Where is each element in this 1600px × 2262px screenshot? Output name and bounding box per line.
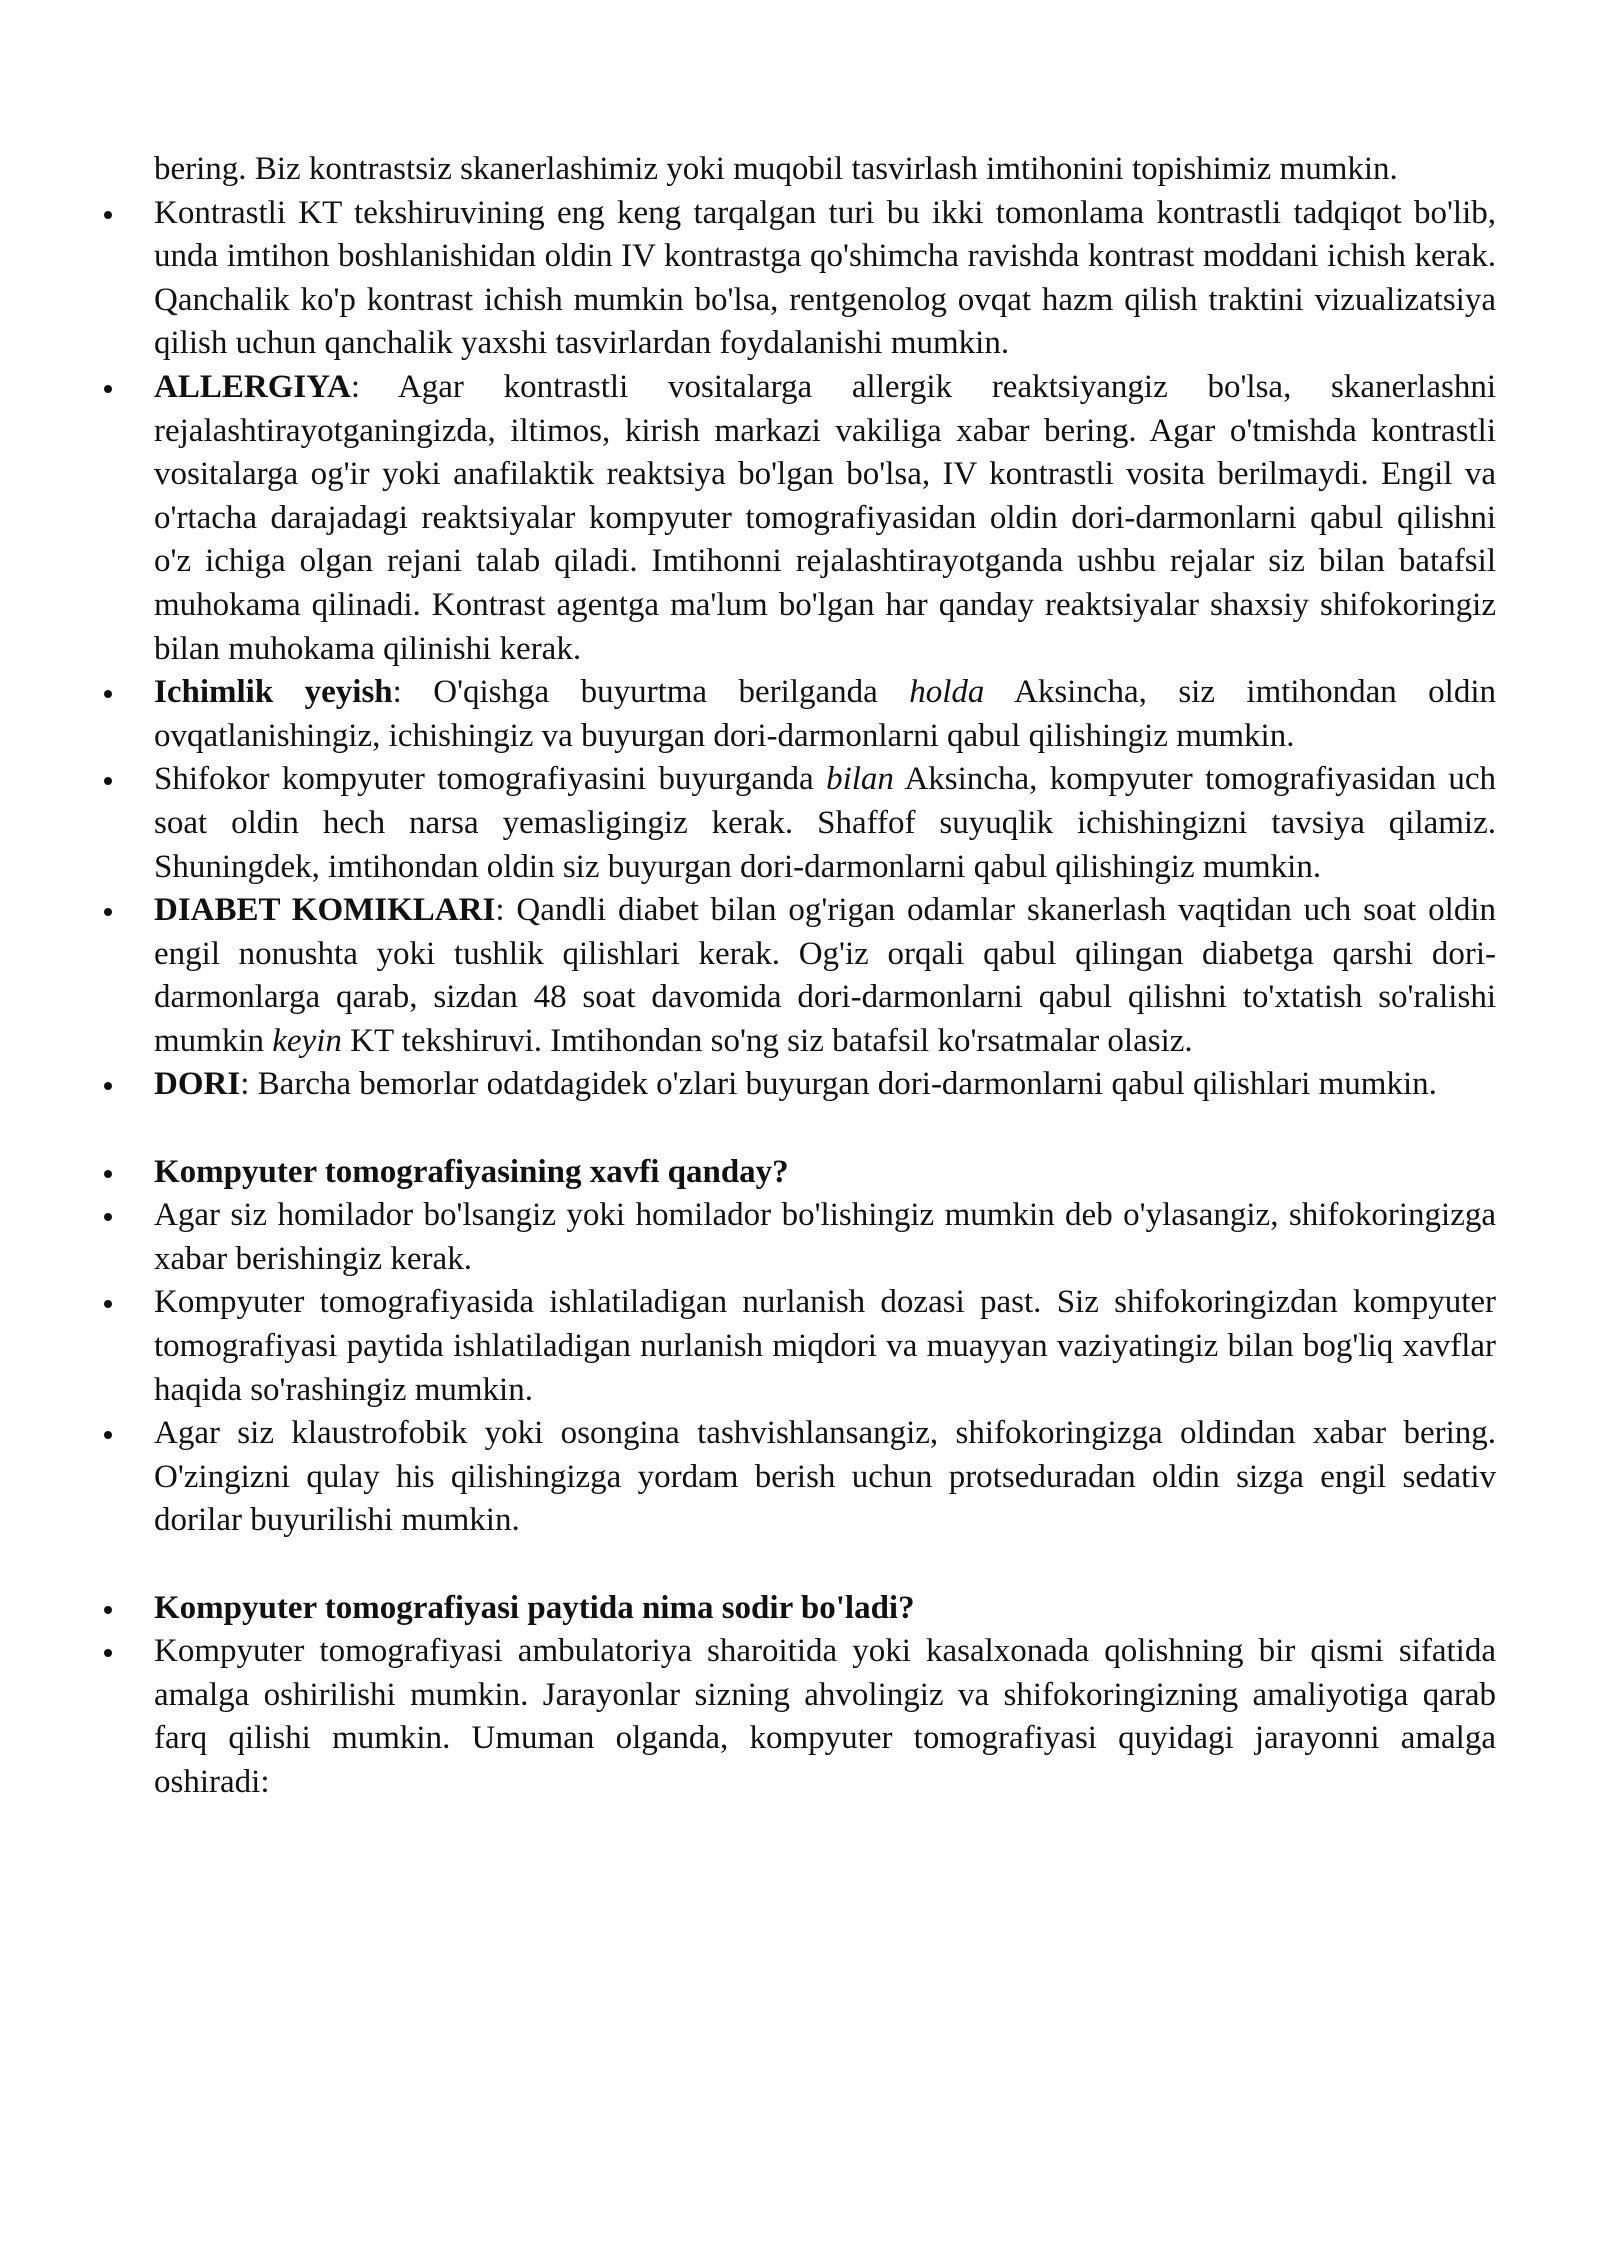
intro-paragraph: bering. Biz kontrastsiz skanerlashimiz yoki muqobil tasvirlash imtihonini topishimiz mumkin. xyxy=(154,151,1398,187)
list-item-diabetes xyxy=(154,889,1496,1063)
spacer xyxy=(154,1107,1496,1151)
section-heading-risks xyxy=(154,1151,1496,1195)
bullet-icon xyxy=(104,777,112,785)
eating-italic: holda xyxy=(909,674,985,711)
eating-text: : O'qishga buyurtma berilganda xyxy=(392,674,910,711)
bullet-icon xyxy=(104,1649,112,1657)
bullet-icon xyxy=(104,1606,112,1614)
medicine-label: DORI xyxy=(154,1066,241,1103)
diabetes-text: : Qandli diabet bilan og'rigan odamlar skanerlash vaqtidan uch soat oldin engil nonushta yoki tushlik qilishlari kerak. Og'iz orqali qabul qilingan diabetga qarshi dori-darmonlarga qarab, sizdan 48 soat davomida dori-darmonlarni qabul qilishni to'xtatish so'ralishi mumkin xyxy=(154,892,1497,1059)
bullet-icon xyxy=(104,690,112,698)
section-heading-during xyxy=(154,1587,1496,1631)
eating-label: Ichimlik yeyish xyxy=(154,674,393,711)
doctor-text: Shifokor kompyuter tomografiyasini buyurganda xyxy=(154,761,827,798)
doctor-text-end: Aksincha, kompyuter tomografiyasidan uch soat oldin hech narsa yemasligingiz kerak. Shaffof suyuqlik ichishingizni tavsiya qilamiz. Shuningdek, imtihondan oldin siz buyurgan dori-darmonlarni qabul qilishingiz mumkin. xyxy=(154,761,1496,885)
bullet-icon xyxy=(104,1082,112,1090)
bullet-icon xyxy=(104,1431,112,1439)
claustrophobia-text: Agar siz klaustrofobik yoki osongina tashvishlansangiz, shifokoringizga oldindan xabar bering. O'zingizni qulay his qilishingizga yordam berish uchun protseduradan oldin sizga engil sedativ dorilar buyurilishi mumkin. xyxy=(154,1415,1496,1539)
bullet-icon xyxy=(104,1213,112,1221)
allergy-text: : Agar kontrastli vositalarga allergik reaktsiyangiz bo'lsa, skanerlashni rejalashtirayotganingizda, iltimos, kirish markazi vakiliga xabar bering. Agar o'tmishda kontrastli vositalarga og'ir yoki anafilaktik reaktsiya bo'lgan bo'lsa, IV kontrastli vosita berilmaydi. Engil va o'rtacha darajadagi reaktsiyalar kompyuter tomografiyasidan oldin dori-darmonlarni qabul qilishni o'z ichiga olgan rejani talab qiladi. Imtihonni rejalashtirayotganda ushbu rejalar siz bilan batafsil muhokama qilinadi. Kontrast agentga ma'lum bo'lgan har qanday reaktsiyalar shaxsiy shifokoringiz bilan muhokama qilinishi kerak. xyxy=(154,368,1496,667)
medicine-text: : Barcha bemorlar odatdagidek o'zlari buyurgan dori-darmonlarni qabul qilishlari mumkin. xyxy=(240,1066,1437,1103)
bullet-icon xyxy=(104,908,112,916)
bullet-icon xyxy=(104,211,112,219)
eating-text-end: Aksincha, siz imtihondan oldin ovqatlanishingiz, ichishingiz va buyurgan dori-darmonlarni qabul qilishingiz mumkin. xyxy=(154,674,1497,754)
list-item-procedure xyxy=(154,1630,1496,1804)
contrast-text: Kontrastli KT tekshiruvining eng keng tarqalgan turi bu ikki tomonlama kontrastli tadqiqot bo'lib, unda imtihon boshlanishidan oldin IV kontrastga qo'shimcha ravishda kontrast moddani ichish kerak. Qanchalik ko'p kontrast ichish mumkin bo'lsa, rentgenolog ovqat hazm qilish traktini vizualizatsiya qilish uchun qanchalik yaxshi tasvirlardan foydalanishi mumkin. xyxy=(154,194,1496,362)
doctor-italic: bilan xyxy=(826,761,894,798)
list-item-medicine xyxy=(154,1063,1496,1107)
pregnancy-text: Agar siz homilador bo'lsangiz yoki homilador bo'lishingiz mumkin deb o'ylasangiz, shifokoringizga xabar berishingiz kerak. xyxy=(154,1197,1496,1277)
document-page xyxy=(154,148,1496,1805)
radiation-text: Kompyuter tomografiyasida ishlatiladigan nurlanish dozasi past. Siz shifokoringizdan kompyuter tomografiyasi paytida ishlatiladigan nurlanish miqdori va muayyan vaziyatingiz bilan bog'liq xavflar haqida so'rashingiz mumkin. xyxy=(154,1284,1496,1408)
list-item-claustrophobia xyxy=(154,1412,1496,1543)
diabetes-text-end: KT tekshiruvi. Imtihondan so'ng siz batafsil ko'rsatmalar olasiz. xyxy=(341,1022,1193,1059)
list-item-doctor xyxy=(154,758,1496,889)
during-heading: Kompyuter tomografiyasi paytida nima sodir bo'ladi? xyxy=(154,1589,915,1626)
bullet-icon xyxy=(104,385,112,393)
list-item-contrast xyxy=(154,192,1496,366)
diabetes-italic: keyin xyxy=(272,1022,342,1059)
list-item-pregnancy xyxy=(154,1194,1496,1281)
allergy-label: ALLERGIYA xyxy=(154,368,351,405)
procedure-text: Kompyuter tomografiyasi ambulatoriya sharoitida yoki kasalxonada qolishning bir qismi sifatida amalga oshirilishi mumkin. Jarayonlar sizning ahvolingiz va shifokoringizning amaliyotiga qarab farq qilishi mumkin. Umuman olganda, kompyuter tomografiyasi quyidagi jarayonni amalga oshiradi: xyxy=(154,1633,1496,1800)
list-item-radiation xyxy=(154,1281,1496,1412)
spacer xyxy=(154,1543,1496,1587)
diabetes-label: DIABET KOMIKLARI xyxy=(154,892,496,929)
bullet-icon xyxy=(104,1170,112,1178)
list-item-eating xyxy=(154,671,1496,758)
risks-heading: Kompyuter tomografiyasining xavfi qanday? xyxy=(154,1153,789,1190)
list-item-allergy xyxy=(154,366,1496,671)
bullet-icon xyxy=(104,1300,112,1308)
